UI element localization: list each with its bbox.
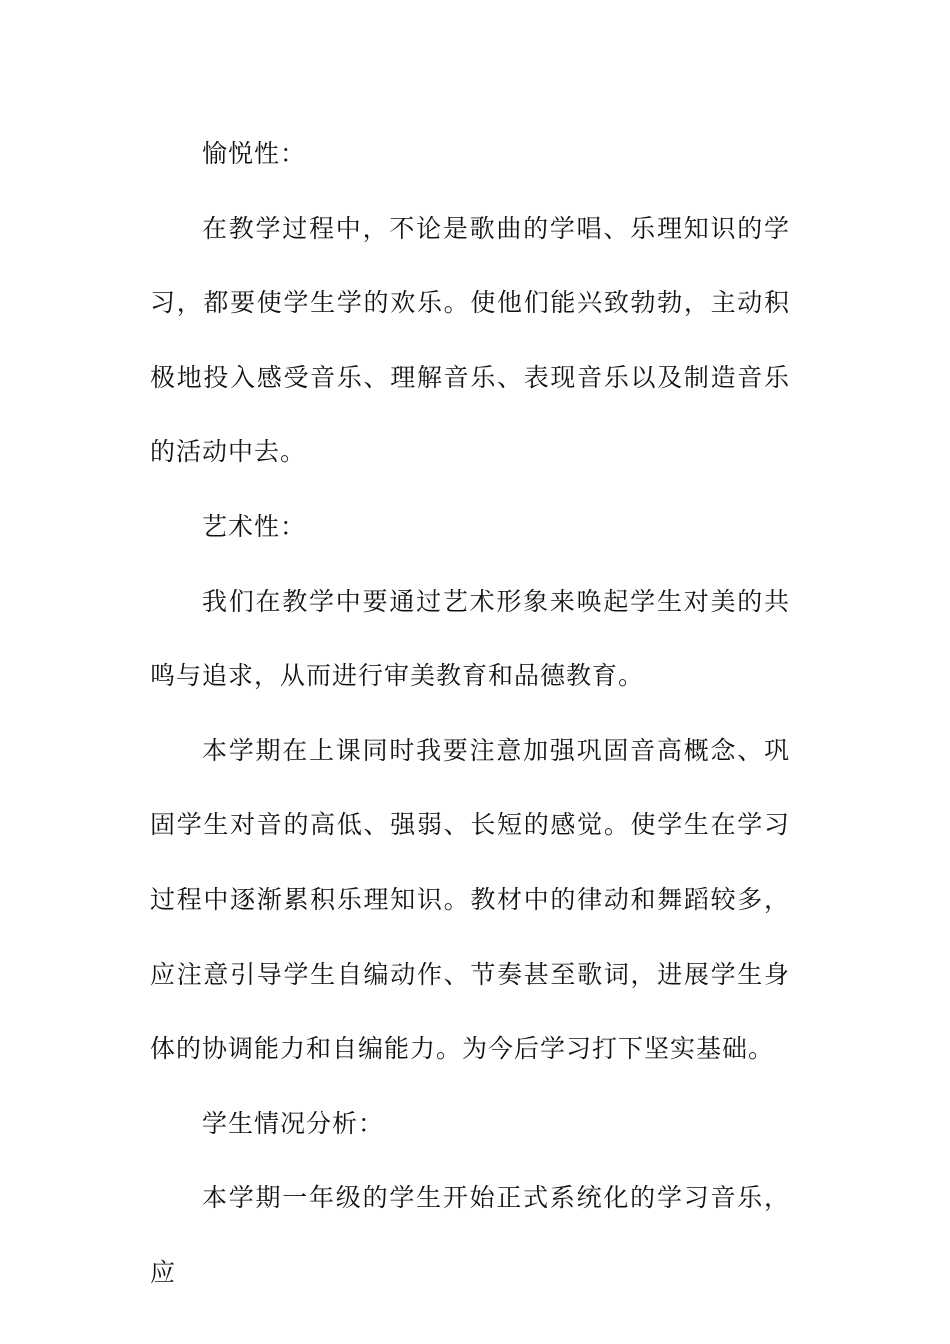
section-heading-artistry: 艺术性： — [202, 511, 307, 541]
section-paragraph-pleasure: 在教学过程中，不论是歌曲的学唱、乐理知识的学习，都要使学生学的欢乐。使他们能兴致勃勃，主动积极地投入感受音乐、理解音乐、表现音乐以及制造音乐的活动中去。 — [150, 213, 790, 467]
student-analysis-paragraph: 本学期一年级的学生开始正式系统化的学习音乐，应 — [150, 1183, 790, 1287]
section-heading-pleasure: 愉悦性： — [202, 139, 307, 168]
semester-plan-paragraph: 本学期在上课同时我要注意加强巩固音高概念、巩固学生对音的高低、强弱、长短的感觉。使学生在学习过程中逐渐累积乐理知识。教材中的律动和舞蹈较多，应注意引导学生自编动作、节奏甚至歌词，进展学生身体的协调能力和自编能力。为今后学习打下坚实基础。 — [150, 735, 790, 1064]
document-body — [150, 117, 790, 1311]
student-analysis-heading: 学生情况分析： — [202, 1108, 385, 1138]
section-paragraph-artistry: 我们在教学中要通过艺术形象来唤起学生对美的共鸣与追求，从而进行审美教育和品德教育。 — [150, 586, 790, 691]
